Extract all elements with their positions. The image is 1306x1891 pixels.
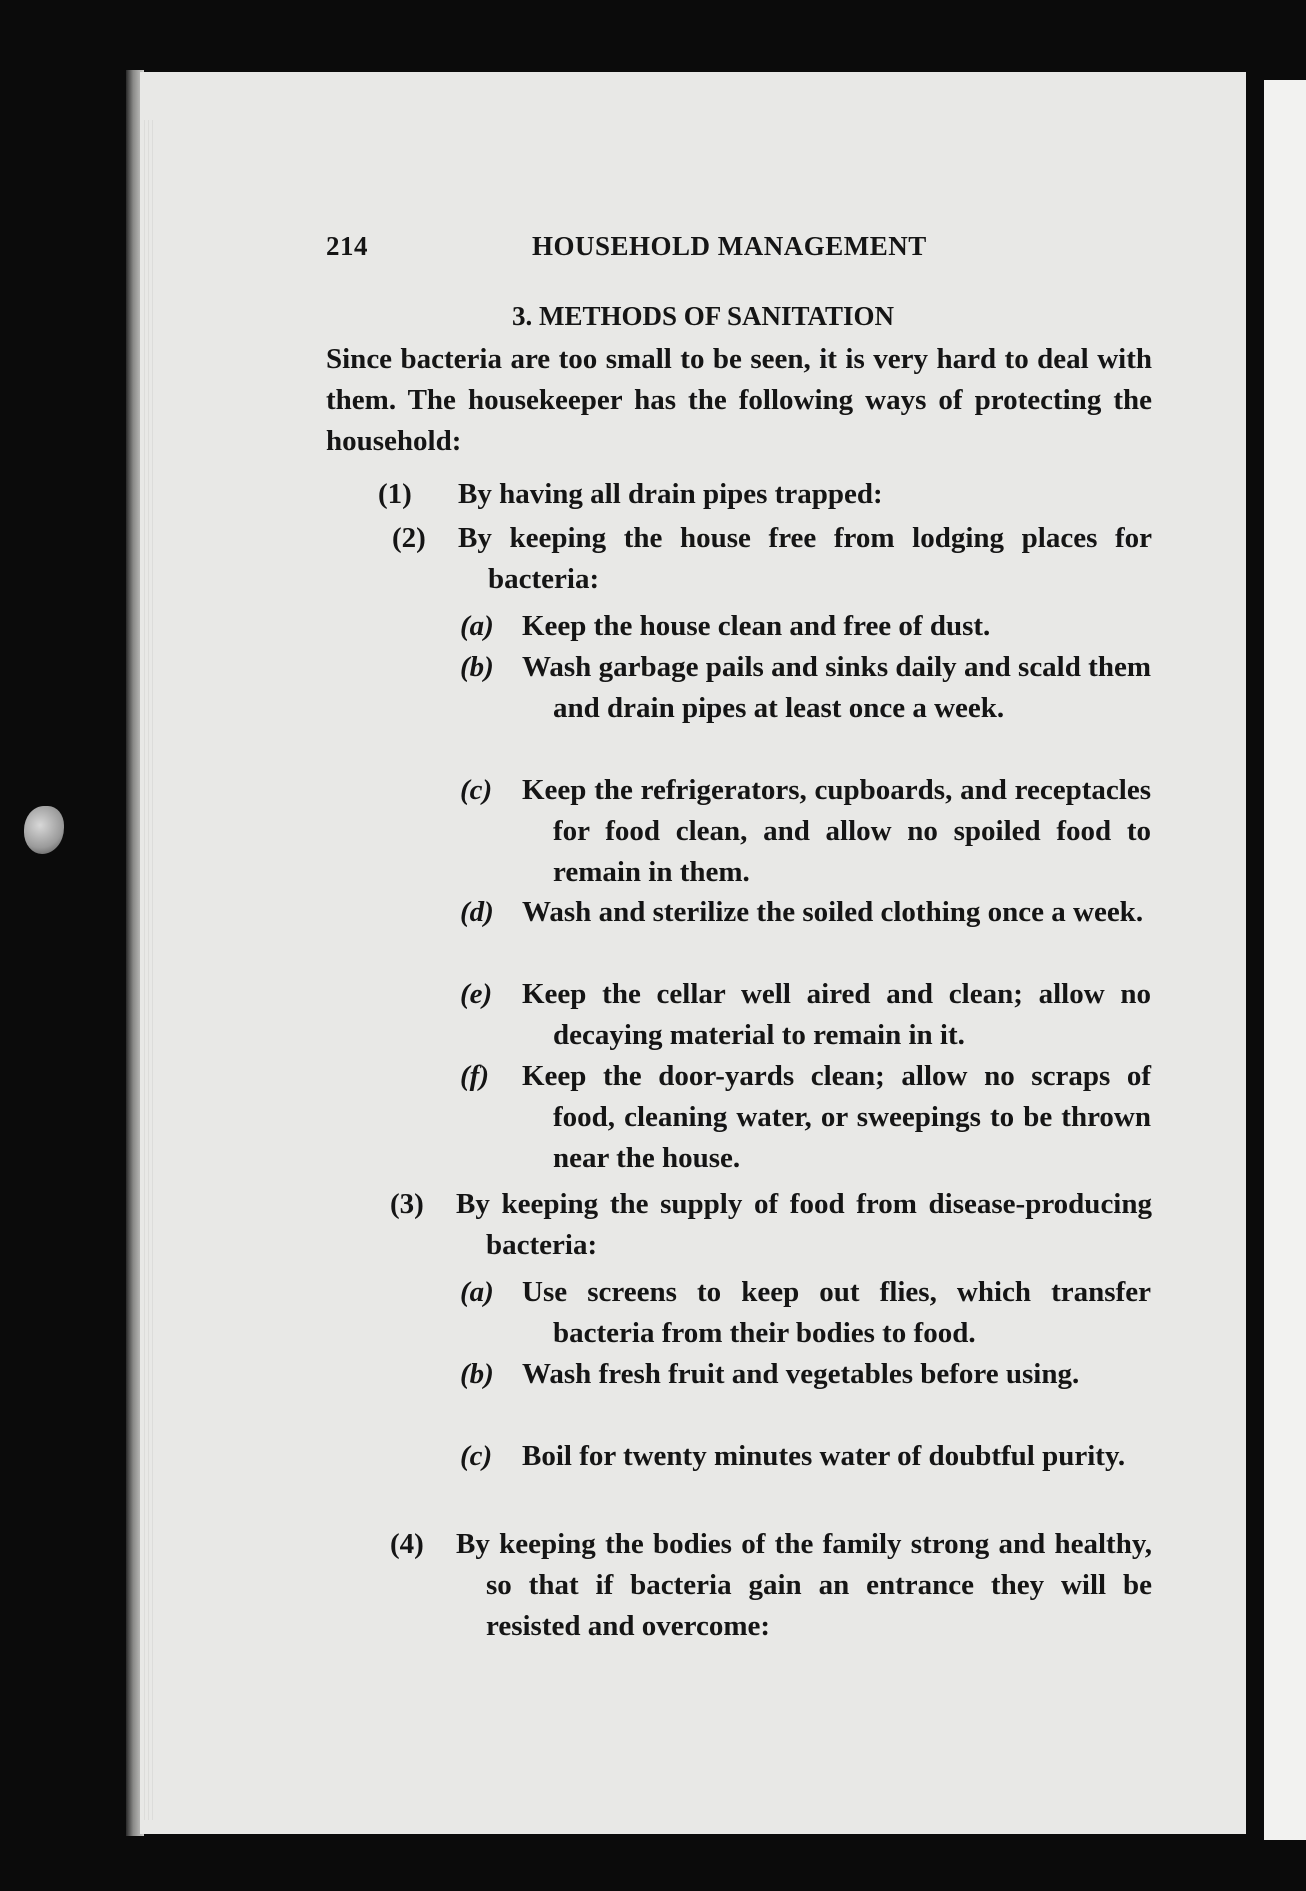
sub-list-item-text: Keep the house clean and free of dust. — [522, 610, 991, 642]
sub-list-item — [460, 1272, 1151, 1354]
sub-list-marker: (f) — [460, 1060, 489, 1092]
list-item — [392, 518, 1152, 600]
intro-paragraph: Since bacteria are too small to be seen, it is very hard to deal with them. The housekeeper has the following ways of protecting the household: — [326, 343, 1152, 457]
sub-list-marker: (b) — [460, 651, 494, 683]
sub-list-item — [460, 1056, 1151, 1179]
list-marker: (2) — [392, 522, 426, 554]
sub-list-marker: (a) — [460, 610, 494, 642]
page-number: 214 — [326, 231, 368, 261]
sub-list-item-text: Wash fresh fruit and vegetables before using. — [522, 1358, 1080, 1390]
list-item-text: By keeping the supply of food from disease-producing bacteria: — [456, 1188, 1152, 1261]
sub-list-marker: (a) — [460, 1276, 494, 1308]
scan-debris-mark — [24, 806, 64, 854]
sub-list-marker: (c) — [460, 1440, 493, 1472]
sub-list-item-text: Use screens to keep out flies, which transfer bacteria from their bodies to food. — [522, 1276, 1151, 1349]
section-heading: 3. METHODS OF SANITATION — [512, 301, 895, 331]
list-item-text: By keeping the house free from lodging places for bacteria: — [458, 522, 1152, 595]
list-marker: (4) — [390, 1528, 424, 1560]
facing-page-edge — [1264, 80, 1306, 1840]
list-item-text: By keeping the bodies of the family strong and healthy, so that if bacteria gain an entrance they will be resisted and overcome: — [456, 1528, 1152, 1642]
list-item — [390, 1524, 1152, 1647]
sub-list-item-text: Keep the door-yards clean; allow no scraps of food, cleaning water, or sweepings to be thrown near the house. — [522, 1060, 1151, 1174]
sub-list-item-text: Keep the cellar well aired and clean; allow no decaying material to remain in it. — [522, 978, 1151, 1051]
sub-list-item — [460, 1436, 1151, 1477]
sub-list-marker: (d) — [460, 896, 494, 928]
sub-list-item — [460, 974, 1151, 1056]
sub-list-item-text: Keep the refrigerators, cupboards, and receptacles for food clean, and allow no spoiled food to remain in them. — [522, 774, 1151, 888]
list-marker: (3) — [390, 1188, 424, 1220]
running-title: HOUSEHOLD MANAGEMENT — [532, 231, 927, 261]
sub-list-marker: (e) — [460, 978, 493, 1010]
sub-list-item-text: Boil for twenty minutes water of doubtful purity. — [522, 1440, 1126, 1472]
sub-list-item — [460, 892, 1151, 933]
sub-list-item — [460, 770, 1151, 893]
page-gutter — [144, 120, 156, 1820]
sub-list-marker: (b) — [460, 1358, 494, 1390]
running-head — [326, 226, 946, 266]
sub-list-item — [460, 647, 1151, 729]
sub-list-item-text: Wash garbage pails and sinks daily and scald them and drain pipes at least once a week. — [522, 651, 1151, 724]
list-marker: (1) — [378, 478, 412, 510]
sub-list-marker: (c) — [460, 774, 493, 806]
list-item — [378, 474, 1152, 515]
sub-list-item — [460, 606, 1152, 647]
sub-list-item — [460, 1354, 1151, 1395]
list-item-text: By having all drain pipes trapped: — [458, 478, 883, 510]
sub-list-item-text: Wash and sterilize the soiled clothing once a week. — [522, 896, 1144, 928]
list-item — [390, 1184, 1152, 1266]
